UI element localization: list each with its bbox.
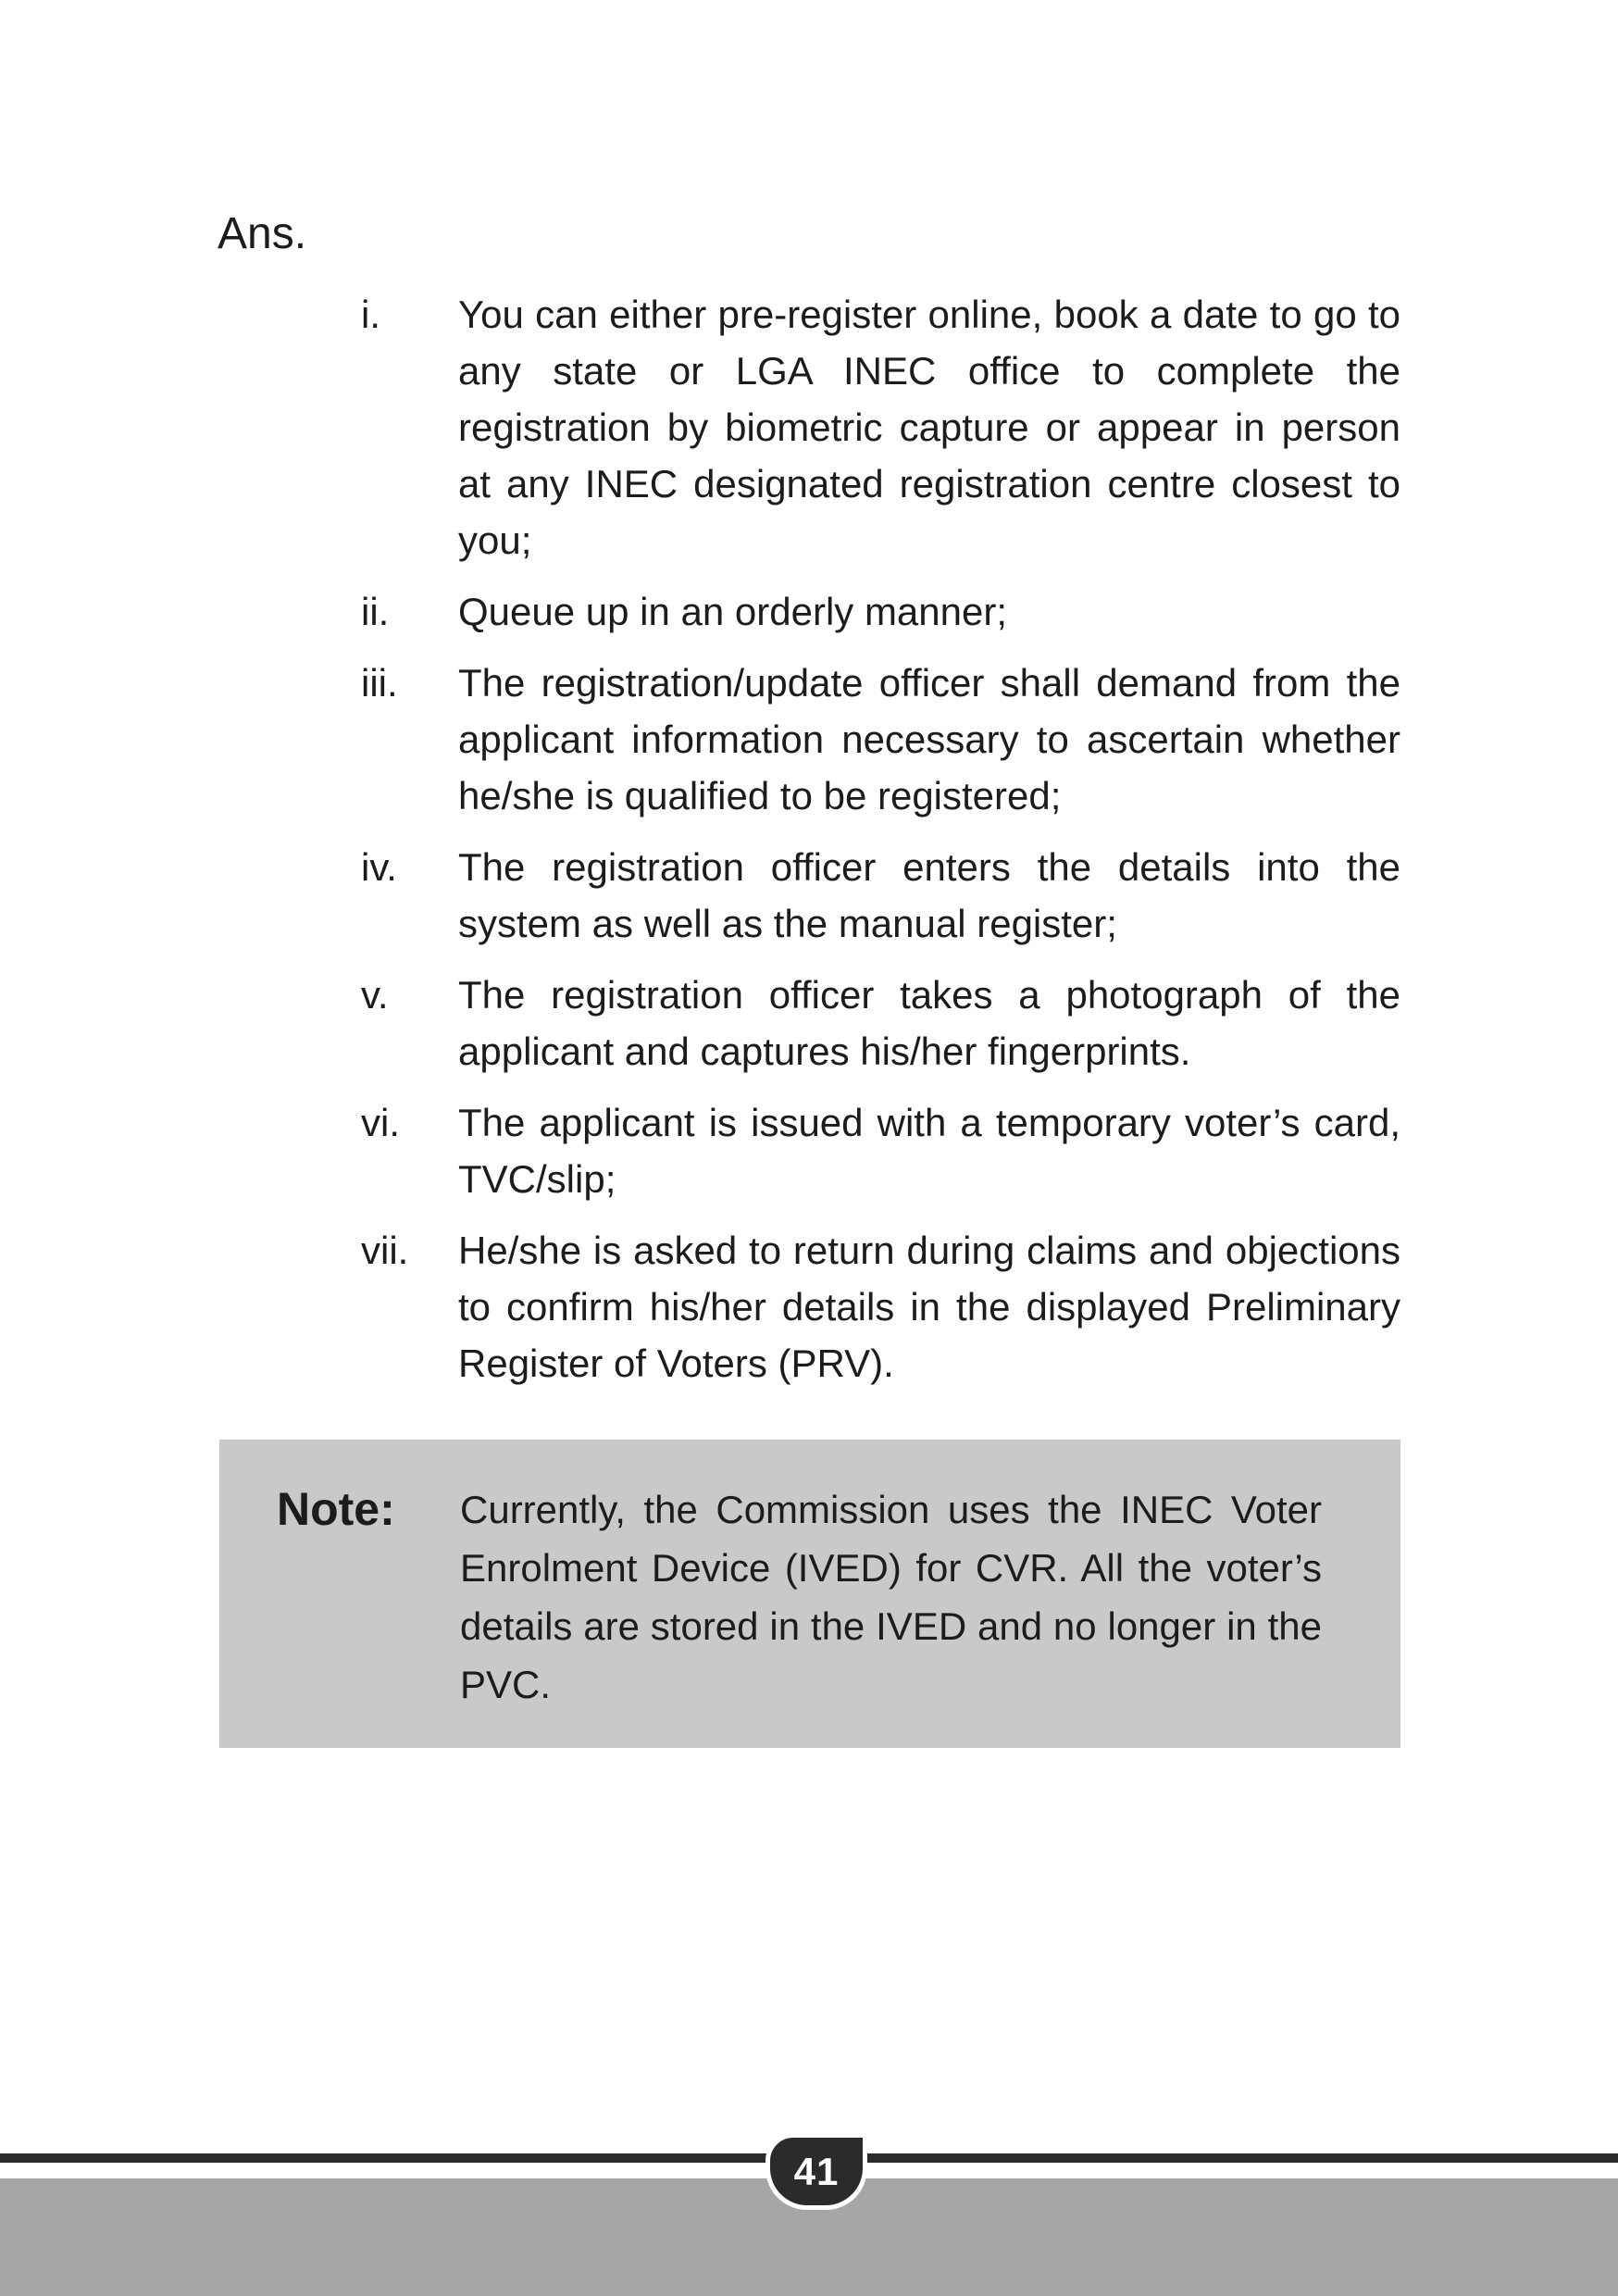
list-item-numeral: ii. xyxy=(361,590,390,633)
list-item-text: You can either pre-register online, book a date to go to any state or LGA INEC office to complete the registration by biometric capture or appear in person at any INEC designated registration centre closest to you; xyxy=(458,293,1400,562)
page-number-badge xyxy=(765,2133,867,2210)
list-item-text: Queue up in an orderly manner; xyxy=(458,590,1008,633)
list-item-numeral: iii. xyxy=(361,661,398,705)
list-item xyxy=(218,583,1400,640)
list-item-numeral: iv. xyxy=(361,845,397,889)
list-item-numeral: v. xyxy=(361,973,389,1017)
note-text: Currently, the Commission uses the INEC Voter Enrolment Device (IVED) for CVR. All the voter’s details are stored in the IVED and no longer in the PVC. xyxy=(460,1488,1322,1706)
list-item-numeral: vi. xyxy=(361,1101,400,1144)
list-item xyxy=(218,1222,1400,1391)
list-item xyxy=(218,967,1400,1079)
list-item-numeral: vii. xyxy=(361,1229,409,1272)
list-item-text: He/she is asked to return during claims and objections to confirm his/her details in the displayed Preliminary Register of Voters (PRV). xyxy=(458,1229,1400,1385)
note-box xyxy=(219,1440,1400,1748)
list-item xyxy=(218,839,1400,952)
list-item-text: The registration/update officer shall demand from the applicant information necessary to ascertain whether he/she is qualified to be registered; xyxy=(458,661,1400,817)
list-item xyxy=(218,655,1400,824)
answer-label: Ans. xyxy=(218,209,307,258)
page-number: 41 xyxy=(793,2149,840,2193)
list-item-numeral: i. xyxy=(361,293,380,336)
list-item xyxy=(218,1094,1400,1207)
list-item-text: The registration officer enters the details into the system as well as the manual register; xyxy=(458,845,1400,945)
note-label: Note: xyxy=(277,1483,395,1535)
answer-section xyxy=(218,206,1400,1406)
answer-steps-list xyxy=(218,286,1400,1391)
list-item xyxy=(218,286,1400,568)
list-item-text: The applicant is issued with a temporary voter’s card, TVC/slip; xyxy=(458,1101,1400,1201)
list-item-text: The registration officer takes a photograph of the applicant and captures his/her fingerprints. xyxy=(458,973,1400,1073)
